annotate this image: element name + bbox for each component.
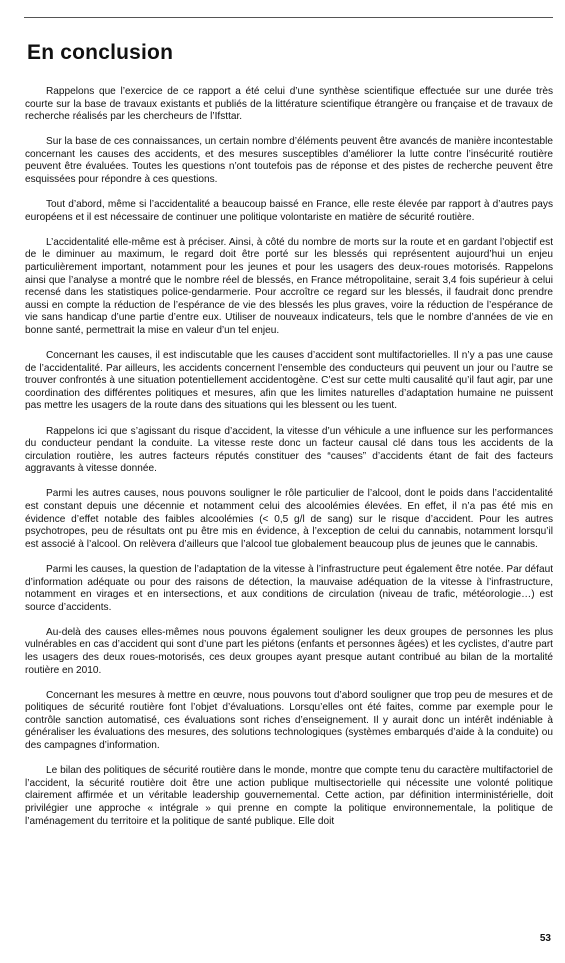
page-number: 53 (539, 933, 551, 944)
paragraph: L’accidentalité elle-même est à préciser. Ainsi, à côté du nombre de morts sur la route et en gardant l’objectif est de le diminuer au maximum, le regard doit être porté sur les blessés qui représentent aujourd’hui un enjeu particulièrement important, notamment pour les jeunes et pour les usagers des deux-roues motorisés. Rappelons ainsi que l’analyse a montré que le nombre réel de blessés, en France métropolitaine, serait 3,4 fois supérieur à celui recensé dans les statistiques police-gendarmerie. Pour accroître ce regard sur les blessés, il faudrait donc prendre aussi en compte la réduction de l’espérance de vie des blessés les plus graves, voire la réduction de l’espérance de vie sans handicap d’une partie d’entre eux. Utiliser de nouveaux indicateurs, tels que le nombre d’années de vie en bonne santé, permettrait la mise en valeur d’un tel enjeu. (25, 236, 553, 336)
paragraph: Rappelons ici que s’agissant du risque d’accident, la vitesse d’un véhicule a une influence sur les performances du conducteur pendant la conduite. La vitesse reste donc un facteur causal clé dans tous les accidents de la circulation routière, les autres facteurs réputés constituer des “causes” d’accidents étant de fait des facteurs aggravants à vitesse donnée. (25, 425, 553, 475)
paragraph: Concernant les causes, il est indiscutable que les causes d’accident sont multifactorielles. Il n’y a pas une cause de l’accidentalité. Par ailleurs, les accidents concernent l’ensemble des conducteurs qui peuvent un jour ou l’autre se trouver confrontés à une situation potentiellement accidentogène. C’est sur cette multi causalité qu’il faut agir, par une coordination des différentes politiques et mesures, afin que les limites naturelles d’adaptation humaine ne puissent pas mettre les usagers de la route dans des situations qui les blessent ou les tuent. (25, 350, 553, 412)
paragraph: Rappelons que l’exercice de ce rapport a été celui d’une synthèse scientifique effectuée sur une durée très courte sur la base de travaux existants et publiés de la littérature scientifique étrangère ou française et de travaux de recherche réalisés par les chercheurs de l’Ifsttar. (25, 86, 553, 123)
paragraph: Tout d’abord, même si l’accidentalité a beaucoup baissé en France, elle reste élevée par rapport à d’autres pays européens et il est nécessaire de continuer une politique volontariste en matière de sécurité routière. (25, 199, 553, 223)
paragraph: Concernant les mesures à mettre en œuvre, nous pouvons tout d’abord souligner que trop peu de mesures et de politiques de sécurité routière font l’objet d’évaluations. Lorsqu’elles ont été faites, comme par exemple pour le contrôle sanction automatisé, ces évaluations sont riches d’enseignement. Il y aurait donc un intérêt indéniable à généraliser les évaluations des mesures, des solutions technologiques (systèmes embarqués d’aide à la conduite) ou des campagnes d’information. (25, 689, 553, 752)
paragraph: Parmi les causes, la question de l’adaptation de la vitesse à l’infrastructure peut également être notée. Par défaut d’information adéquate ou pour des raisons de détection, la mauvaise adéquation de la vitesse à l’infrastructure, notamment en virages et en intersections, et aux conditions de circulation (niveau de trafic, météorologie…) est source d’accidents. (25, 563, 553, 613)
page-title: En conclusion (27, 41, 174, 64)
paragraph: Le bilan des politiques de sécurité routière dans le monde, montre que compte tenu du caractère multifactoriel de l’accident, la sécurité routière doit être une action publique multisectorielle qui nécessite une volonté politique clairement affirmée et un véritable leadership gouvernemental. Cette action, par définition interministérielle, doit privilégier une approche « intégrale » qui prenne en compte la politique environnementale, la politique de l’aménagement du territoire et la politique de santé publique. Elle doit (25, 765, 553, 827)
paragraph: Sur la base de ces connaissances, un certain nombre d’éléments peuvent être avancés de manière incontestable concernant les causes des accidents, et des mesures susceptibles d’améliorer la lutte contre l’insécurité routière peuvent être évaluées. Toutes les questions n’ont toutefois pas de réponse et des pistes de recherche peuvent être esquissées pour répondre à ces questions. (25, 136, 553, 186)
paragraph: Au-delà des causes elles-mêmes nous pouvons également souligner les deux groupes de personnes les plus vulnérables en cas d’accident qui sont d’une part les piétons (enfants et personnes âgées) et les cyclistes, d’autre part les usagers des deux roues-motorisés, ces deux groupes ayant presque autant contribué au bilan de la mortalité routière en 2010. (25, 626, 553, 676)
header-rule (24, 17, 553, 18)
body-text (25, 86, 553, 841)
paragraph: Parmi les autres causes, nous pouvons souligner le rôle particulier de l’alcool, dont le poids dans l’accidentalité est constant depuis une décennie et notamment celui des alcoolémies élevées. En effet, il n’a pas été mis en évidence d’effet notable des faibles alcoolémies (< 0,5 g/l de sang) sur le risque d’accident. Pour les autres psychotropes, peu de résultats ont pu être mis en évidence, à l’exception de celui du cannabis, notamment lorsqu’il est associé à l’alcool. On relèvera d’ailleurs que l’alcool tue globalement beaucoup plus de jeunes que le cannabis. (25, 488, 553, 550)
